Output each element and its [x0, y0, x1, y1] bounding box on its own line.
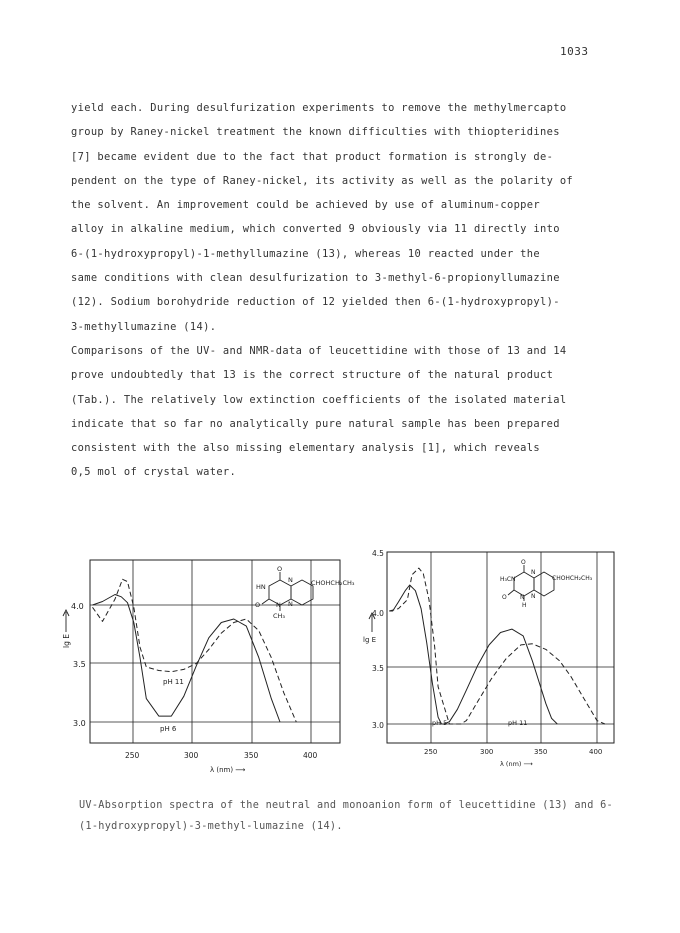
left-xtick-250: 250 [125, 751, 140, 760]
left-label-ph6: pH 6 [160, 725, 177, 733]
right-struct-substituent: CHOHCH₂CH₃ [552, 575, 593, 582]
left-series-group [93, 579, 297, 722]
right-xtick-250: 250 [424, 748, 438, 756]
left-plot [62, 560, 355, 774]
right-ytick-4-0: 4.0 [372, 609, 384, 618]
right-struct-n1: N [520, 594, 525, 601]
right-ytick-3-5: 3.5 [372, 664, 384, 673]
left-struct-n8: N [288, 600, 293, 608]
body-line: yield each. During desulfurization experiments to remove the methylmercapto [71, 102, 567, 114]
left-struct-n5: N [288, 576, 293, 584]
figure-caption [79, 795, 619, 837]
right-series-group [389, 568, 605, 724]
body-line: 6-(1-hydroxypropyl)-1-methyllumazine (13), whereas 10 reacted under the [71, 247, 541, 260]
left-xtick-400: 400 [303, 751, 318, 760]
body-line: alloy in alkaline medium, which converted 9 obviously via 11 directly into [71, 223, 560, 236]
caption-line: (1-hydroxypropyl)-3-methyl-lumazine (14). [79, 821, 343, 832]
right-y-axis-label: lg E [363, 636, 377, 644]
right-xtick-300: 300 [480, 748, 494, 756]
body-line: 0,5 mol of crystal water. [71, 466, 237, 479]
series-line-right-ph5 [389, 585, 557, 724]
left-xtick-300: 300 [184, 751, 199, 760]
body-line: (Tab.). The relatively low extinction coefficients of the isolated material [71, 393, 567, 406]
caption-line: UV-Absorption spectra of the neutral and monoanion form of leucettidine (13) and 6- [79, 800, 613, 811]
right-xtick-350: 350 [534, 748, 548, 756]
left-struct-o-left: O [255, 601, 261, 609]
left-ytick-4-0: 4.0 [71, 602, 84, 611]
body-line: consistent with the also missing elementary analysis [1], which reveals [71, 442, 541, 455]
series-line-left-ph11 [93, 579, 297, 722]
left-xtick-350: 350 [244, 751, 259, 760]
right-struct-n5: N [531, 569, 536, 576]
right-struct-o-top: O [521, 559, 526, 566]
right-struct-h: H [522, 602, 527, 609]
body-line: the solvent. An improvement could be achieved by use of aluminum-copper [71, 199, 541, 212]
body-line: indicate that so far no analytically pure natural sample has been prepared [71, 417, 560, 430]
left-struct-methyl: CH₃ [273, 612, 286, 620]
left-struct-hn: HN [256, 583, 266, 591]
left-struct-o-top: O [277, 565, 283, 573]
right-plot [363, 549, 614, 768]
right-ytick-4-5: 4.5 [372, 549, 384, 558]
right-struct-methyl: H₃C [500, 576, 512, 583]
right-struct-n8: N [531, 593, 536, 600]
left-ytick-3-0: 3.0 [73, 719, 86, 728]
right-x-axis-label: λ (nm) ⟶ [500, 760, 533, 768]
right-ytick-3-0: 3.0 [372, 721, 384, 730]
left-struct-n1: N [276, 601, 281, 609]
page-number: 1033 [560, 45, 589, 58]
body-line: [7] became evident due to the fact that product formation is strongly de- [71, 150, 554, 163]
body-line: group by Raney-nickel treatment the known difficulties with thiopteridines [71, 126, 560, 139]
left-struct-substituent: CHOHCH₂CH₃ [311, 579, 355, 587]
right-struct-n3: N [511, 576, 516, 583]
left-y-axis-label: lg E [62, 634, 71, 648]
left-ytick-3-5: 3.5 [73, 660, 86, 669]
right-label-ph5: pH 5 [432, 719, 448, 727]
body-line: pendent on the type of Raney-nickel, its activity as well as the polarity of [71, 174, 574, 187]
body-line: prove undoubtedly that 13 is the correct structure of the natural product [71, 369, 554, 382]
left-label-ph11: pH 11 [163, 678, 184, 686]
body-line: 3-methyllumazine (14). [71, 320, 217, 333]
right-label-ph11: pH 11 [508, 719, 528, 727]
right-xtick-400: 400 [589, 748, 603, 756]
right-struct-o-left: O [502, 594, 507, 601]
left-x-axis-label: λ (nm) ⟶ [210, 766, 246, 774]
body-line: Comparisons of the UV- and NMR-data of leucettidine with those of 13 and 14 [71, 344, 567, 357]
body-line: same conditions with clean desulfurization to 3-methyl-6-propionyllumazine [71, 272, 560, 285]
body-line: (12). Sodium borohydride reduction of 12 yielded then 6-(1-hydroxypropyl)- [71, 296, 560, 309]
series-line-right-ph11 [389, 568, 605, 724]
